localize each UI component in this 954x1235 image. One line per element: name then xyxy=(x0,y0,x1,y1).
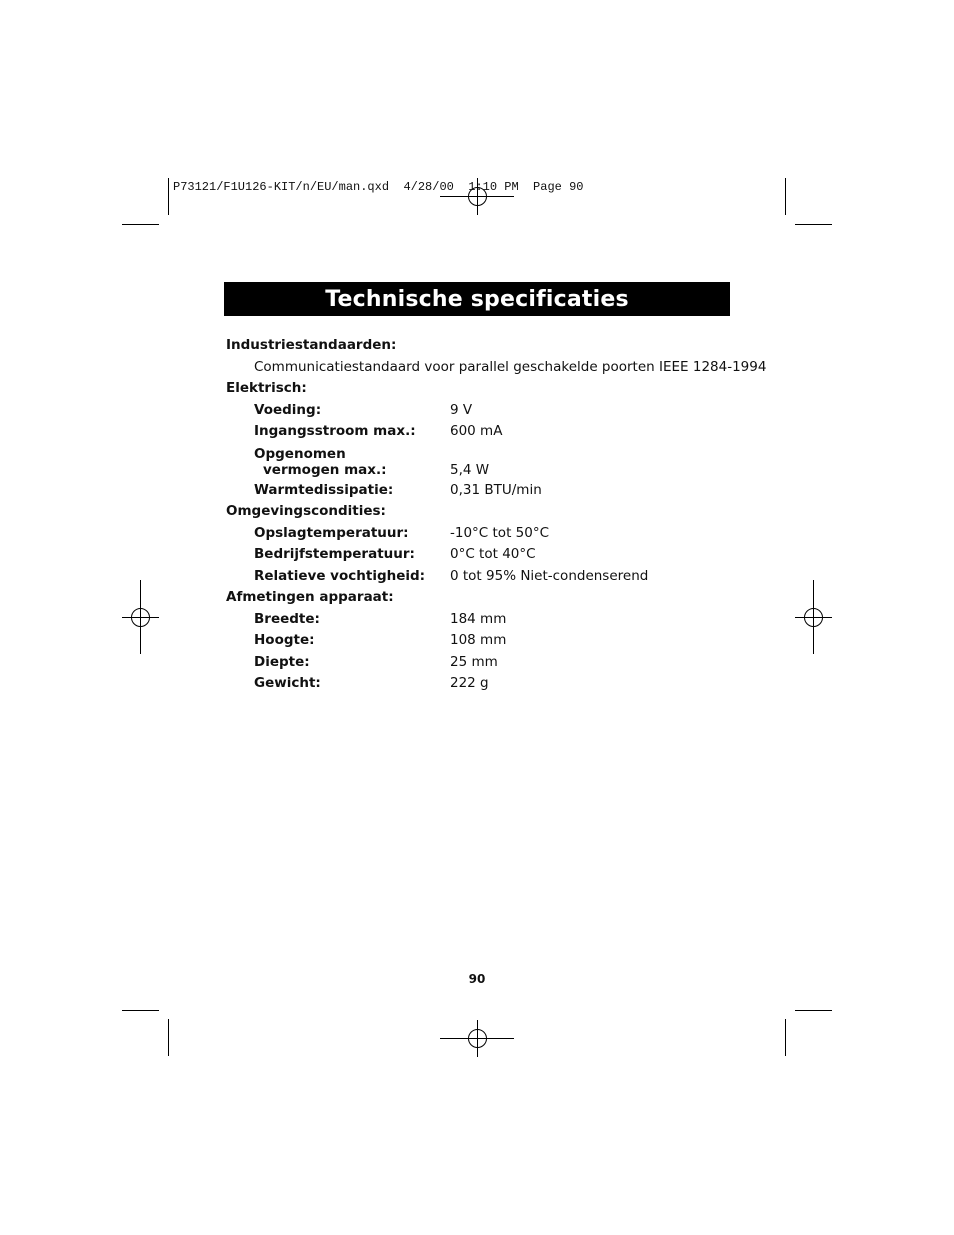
page-number: 90 xyxy=(468,972,486,986)
spec-value: 9 V xyxy=(450,401,473,418)
spec-row-opgenomen-vermogen xyxy=(226,443,736,480)
spec-row-breedte xyxy=(226,609,736,631)
crop-mark xyxy=(795,1010,832,1011)
spec-label: Warmtedissipatie: xyxy=(254,481,394,498)
spec-value: 5,4 W xyxy=(450,461,490,478)
crop-mark xyxy=(785,178,786,215)
spec-label: Opslagtemperatuur: xyxy=(254,524,409,541)
crop-mark xyxy=(122,224,159,225)
spec-label: Gewicht: xyxy=(254,675,321,691)
spec-row-diepte xyxy=(226,652,736,674)
spec-row-gewicht xyxy=(226,673,736,695)
spec-row-voeding xyxy=(226,400,736,422)
spec-label: Diepte: xyxy=(254,653,310,670)
spec-row-vochtigheid xyxy=(226,566,736,588)
spec-label: Opgenomen vermogen max.: xyxy=(254,445,387,478)
spec-label: Voeding: xyxy=(254,401,322,418)
spec-value: 600 mA xyxy=(450,423,503,439)
spec-label: Hoogte: xyxy=(254,632,315,648)
spec-value: 184 mm xyxy=(450,610,507,627)
file-slug-line: P73121/F1U126-KIT/n/EU/man.qxd 4/28/00 1:10 PM Page 90 xyxy=(173,180,584,194)
spec-list xyxy=(226,335,767,695)
crop-mark xyxy=(122,1010,159,1011)
section-heading-elektrisch: Elektrisch: xyxy=(226,380,307,396)
spec-value: 222 g xyxy=(450,675,489,691)
spec-label: Bedrijfstemperatuur: xyxy=(254,546,415,562)
spec-label: Breedte: xyxy=(254,610,320,627)
spec-value: 25 mm xyxy=(450,653,498,670)
spec-value: 0°C tot 40°C xyxy=(450,546,536,562)
spec-label: Ingangsstroom max.: xyxy=(254,423,416,439)
crop-mark xyxy=(168,1019,169,1056)
industrie-standard-text: Communicatiestandaard voor parallel geschakelde poorten IEEE 1284-1994 xyxy=(254,358,767,375)
spec-value: 108 mm xyxy=(450,632,507,648)
spec-value: 0,31 BTU/min xyxy=(450,481,542,498)
spec-row-hoogte xyxy=(226,630,736,652)
spec-label: Relatieve vochtigheid: xyxy=(254,567,426,584)
page-title-bar xyxy=(224,282,730,316)
crop-mark xyxy=(795,224,832,225)
crop-mark xyxy=(785,1019,786,1056)
section-heading-afmetingen: Afmetingen apparaat: xyxy=(226,589,394,605)
spec-value: 0 tot 95% Niet-condenserend xyxy=(450,567,649,584)
crop-mark xyxy=(168,178,169,215)
spec-value: -10°C tot 50°C xyxy=(450,524,550,541)
page-title: Technische specificaties xyxy=(325,286,629,312)
section-heading-industrie: Industriestandaarden: xyxy=(226,337,397,353)
section-heading-omgeving: Omgevingscondities: xyxy=(226,503,386,519)
spec-row-opslagtemperatuur xyxy=(226,523,736,545)
spec-row-bedrijfstemperatuur xyxy=(226,544,736,566)
spec-row-ingangsstroom xyxy=(226,421,736,443)
spec-row-warmtedissipatie xyxy=(226,480,736,502)
